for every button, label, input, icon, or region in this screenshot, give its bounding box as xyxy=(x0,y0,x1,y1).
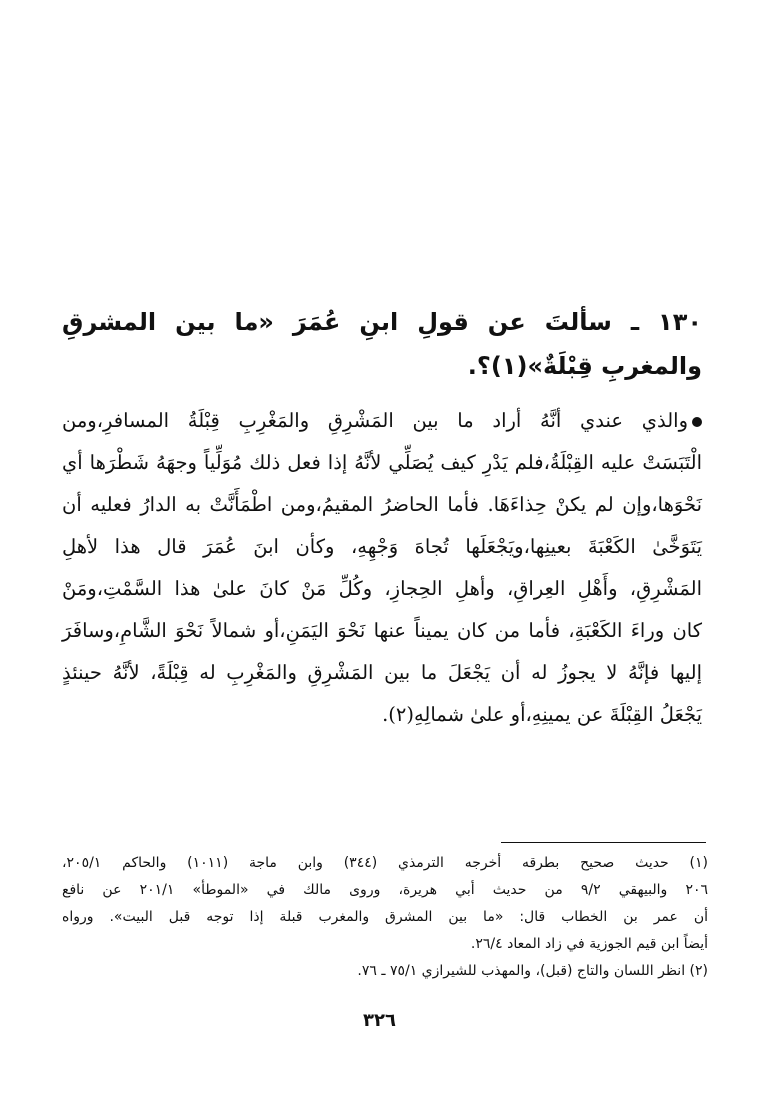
body-line: والذي عندي أنَّهُ أراد ما بين المَشْرِقِ والمَغْرِبِ قِبْلَةُ المسافرِ،ومن xyxy=(62,400,702,442)
body-line: إليها فإنَّهُ لا يجوزُ له أن يَجْعَلَ ما بين المَشْرِقِ والمَغْرِبِ له قِبْلَةً، لأنَّهُ حينئذٍ xyxy=(62,661,702,684)
footnote-line: (١) حديث صحيح بطرقه أخرجه الترمذي (٣٤٤) وابن ماجة (١٠١١) والحاكم ٢٠٥/١، xyxy=(62,855,708,871)
bullet-icon xyxy=(692,417,702,427)
footnote-separator xyxy=(501,842,706,843)
body-line: كان وراءَ الكَعْبَةِ، فأما من كان يميناً عنها نَحْوَ اليَمَنِ،أو شمالاً نَحْوَ الشَّامِ،وسافَرَ xyxy=(62,619,702,642)
body-line: يَتَوَخَّىٰ الكَعْبَةَ بعينِها،ويَجْعَلَها تُجاهَ وَجْهِهِ، وكأن ابنَ عُمَرَ قال هذا لأهلِ xyxy=(62,535,702,558)
body-line: المَشْرِقِ، وأَهْلِ العِراقِ، وأهلِ الحِجازِ، وكُلِّ مَنْ كانَ علىٰ هذا السَّمْتِ،ومَنْ xyxy=(62,577,702,600)
footnote-line: (٢) انظر اللسان والتاج (قبل)، والمهذب للشيرازي ٧٥/١ ـ ٧٦. xyxy=(357,963,708,979)
footnote-line: أيضاً ابن قيم الجوزية في زاد المعاد ٢٦/٤. xyxy=(470,936,708,952)
footnotes xyxy=(62,850,708,985)
body-line: الْتَبَسَتْ عليه القِبْلَةُ،فلم يَدْرِ كيف يُصَلِّي لأنَّهُ إذا فعل ذلك مُوَلِّياً وجهَهُ شَطْرَها أي xyxy=(62,451,702,474)
footnote-line: أن عمر بن الخطاب قال: «ما بين المشرق والمغرب قبلة إذا توجه قبل البيت». ورواه xyxy=(62,909,708,925)
body-line: نَحْوَها،وإن لم يكنْ حِذاءَهَا. فأما الحاضرُ المقيمُ،ومن اطْمَأَنَّتْ به الدارُ فعليه أن xyxy=(62,493,702,516)
question-heading: ١٣٠ ـ سألتَ عن قولِ ابنِ عُمَرَ «ما بين المشرقِ والمغربِ قِبْلَةٌ»(١)؟. xyxy=(62,308,702,380)
body-line: يَجْعَلُ القِبْلَةَ عن يمينِهِ،أو علىٰ شمالِهِ(٢). xyxy=(382,703,702,726)
answer-paragraph xyxy=(62,400,702,736)
footnote-line: ٢٠٦ والبيهقي ٩/٢ من حديث أبي هريرة، وروى مالك في «الموطأ» ٢٠١/١ عن نافع xyxy=(62,882,708,898)
page-number: ٣٢٦ xyxy=(363,1010,396,1031)
